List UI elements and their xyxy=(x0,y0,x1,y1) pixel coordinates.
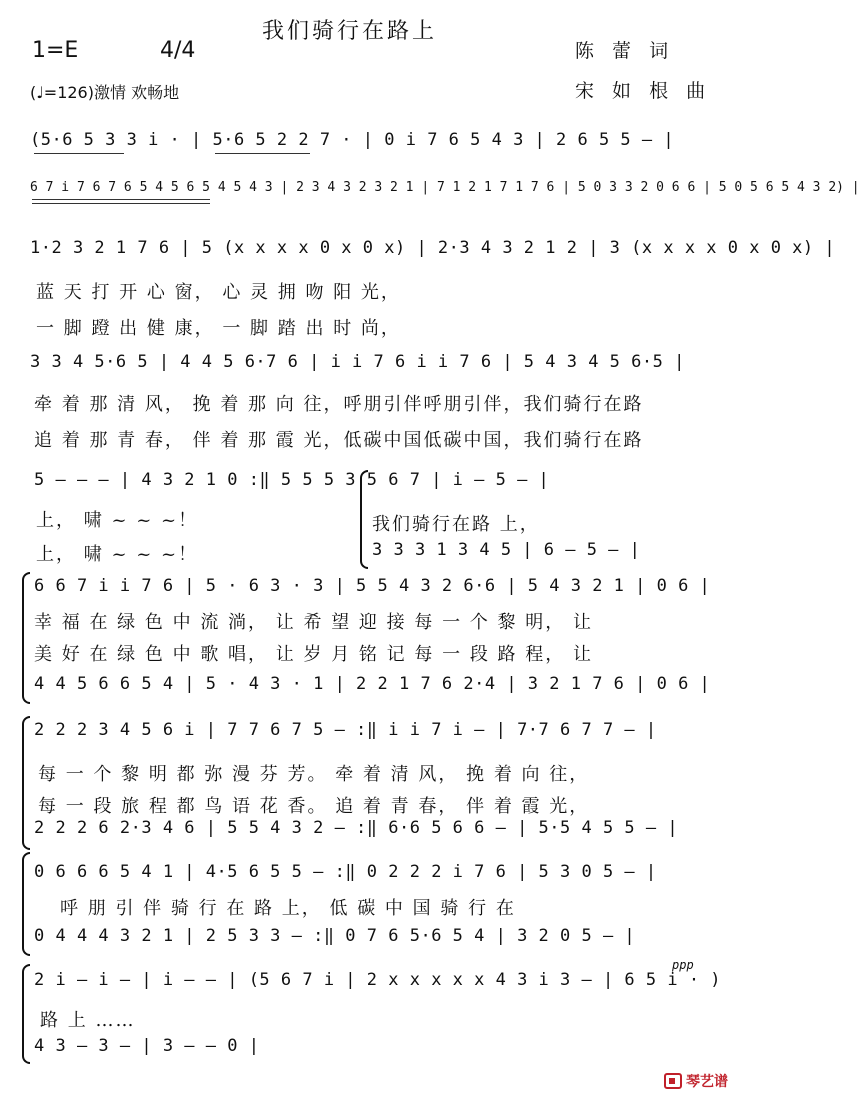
chorus-lower-notes-1: 4 4 5 6 6 5 4 | 5 · 4 3 · 1 | 2 2 1 7 6 2·4 | 3 2 1 7 6 | 0 6 | xyxy=(34,674,711,694)
system-brace xyxy=(22,716,30,850)
verse-lyric-1b: 一 脚 蹬 出 健 康， 一 脚 踏 出 时 尚， xyxy=(36,318,401,339)
verse-notes-3: 5 — — — | 4 3 2 1 0 :‖ 5 5 5 3 5 6 7 | i — 5 — | xyxy=(34,470,550,490)
system-brace xyxy=(360,470,368,569)
chorus-lyric-3: 呼 朋 引 伴 骑 行 在 路 上， 低 碳 中 国 骑 行 在 xyxy=(60,898,516,919)
verse-lyric-1a: 蓝 天 打 开 心 窗， 心 灵 拥 吻 阳 光， xyxy=(36,282,401,303)
chorus-lower-notes-3: 0 4 4 4 3 2 1 | 2 5 3 3 — :‖ 0 7 6 5·6 5 4 | 3 2 0 5 — | xyxy=(34,926,636,946)
tempo-marking: (♩=126)激情 欢畅地 xyxy=(30,83,180,102)
beam-line xyxy=(34,153,124,154)
verse-lyric-3b: 上， 啸 ~ ~ ~！ xyxy=(36,544,199,565)
intro-line-2: 6 7 i 7 6 7 6 5 4 5 6 5 4 5 4 3 | 2 3 4 3 2 3 2 1 | 7 1 2 1 7 1 7 6 | 5 0 3 3 2 0 6 6 | 5 0 5 6 5 4 3 2) | xyxy=(30,180,860,195)
verse-notes-1: 1·2 3 2 1 7 6 | 5 (x x x x 0 x 0 x) | 2·3 4 3 2 1 2 | 3 (x x x x 0 x 0 x) | xyxy=(30,238,836,258)
time-signature: 4/4 xyxy=(160,38,196,63)
chorus-notes-1: 6 6 7 i i 7 6 | 5 · 6 3 · 3 | 5 5 4 3 2 6·6 | 5 4 3 2 1 | 0 6 | xyxy=(34,576,711,596)
verse-notes-2: 3 3 4 5·6 5 | 4 4 5 6·7 6 | i i 7 6 i i 7 6 | 5 4 3 4 5 6·5 | xyxy=(30,352,685,372)
chorus-notes-3: 0 6 6 6 5 4 1 | 4·5 6 5 5 — :‖ 0 2 2 2 i 7 6 | 5 3 0 5 — | xyxy=(34,862,657,882)
chorus-lyric-1a: 幸 福 在 绿 色 中 流 淌， 让 希 望 迎 接 每 一 个 黎 明， 让 xyxy=(34,612,593,633)
intro-line-1: (5·6 5 3 3 i · | 5·6 5 2 2 7 · | 0 i 7 6 5 4 3 | 2 6 5 5 — | xyxy=(30,130,675,150)
coda-lyric: 路 上 …… xyxy=(40,1010,136,1031)
verse-lyric-2a: 牵 着 那 清 风， 挽 着 那 向 往，呼朋引伴呼朋引伴，我们骑行在路 xyxy=(34,394,644,415)
beam-line xyxy=(32,199,210,200)
chorus-notes-2: 2 2 2 3 4 5 6 i | 7 7 6 7 5 — :‖ i i 7 i — | 7·7 6 7 7 — | xyxy=(34,720,657,740)
lyricist-credit: 陈 蕾 词 xyxy=(575,40,675,62)
composer-credit: 宋 如 根 曲 xyxy=(575,80,712,102)
logo-icon xyxy=(664,1073,682,1089)
dynamic-marking: ppp xyxy=(672,958,694,972)
chorus-lyric-intro: 我们骑行在路 上， xyxy=(372,514,540,535)
chorus-lower-notes-intro: 3 3 3 1 3 4 5 | 6 — 5 — | xyxy=(372,540,641,560)
beam-line xyxy=(215,153,310,154)
system-brace xyxy=(22,852,30,956)
song-title: 我们骑行在路上 xyxy=(262,19,438,44)
chorus-lower-notes-2: 2 2 2 6 2·3 4 6 | 5 5 4 3 2 — :‖ 6·6 5 6 6 — | 5·5 4 5 5 — | xyxy=(34,818,679,838)
system-brace xyxy=(22,964,30,1064)
verse-lyric-2b: 追 着 那 青 春， 伴 着 那 霞 光，低碳中国低碳中国，我们骑行在路 xyxy=(34,430,644,451)
coda-lower-notes: 4 3 — 3 — | 3 — — 0 | xyxy=(34,1036,260,1056)
chorus-lyric-1b: 美 好 在 绿 色 中 歌 唱， 让 岁 月 铭 记 每 一 段 路 程， 让 xyxy=(34,644,593,665)
chorus-lyric-2b: 每 一 段 旅 程 都 鸟 语 花 香。 追 着 青 春， 伴 着 霞 光， xyxy=(38,796,590,817)
verse-lyric-3a: 上， 啸 ~ ~ ~！ xyxy=(36,510,199,531)
beam-line xyxy=(32,203,210,204)
watermark-logo xyxy=(664,1071,728,1091)
key-signature: 1=E xyxy=(32,38,79,63)
system-brace xyxy=(22,572,30,704)
coda-notes: 2 i — i — | i — — | (5 6 7 i | 2 x x x x x 4 3 i 3 — | 6 5 i · ) xyxy=(34,970,722,990)
watermark-text: 琴艺谱 xyxy=(686,1074,728,1090)
chorus-lyric-2a: 每 一 个 黎 明 都 弥 漫 芬 芳。 牵 着 清 风， 挽 着 向 往， xyxy=(38,764,590,785)
